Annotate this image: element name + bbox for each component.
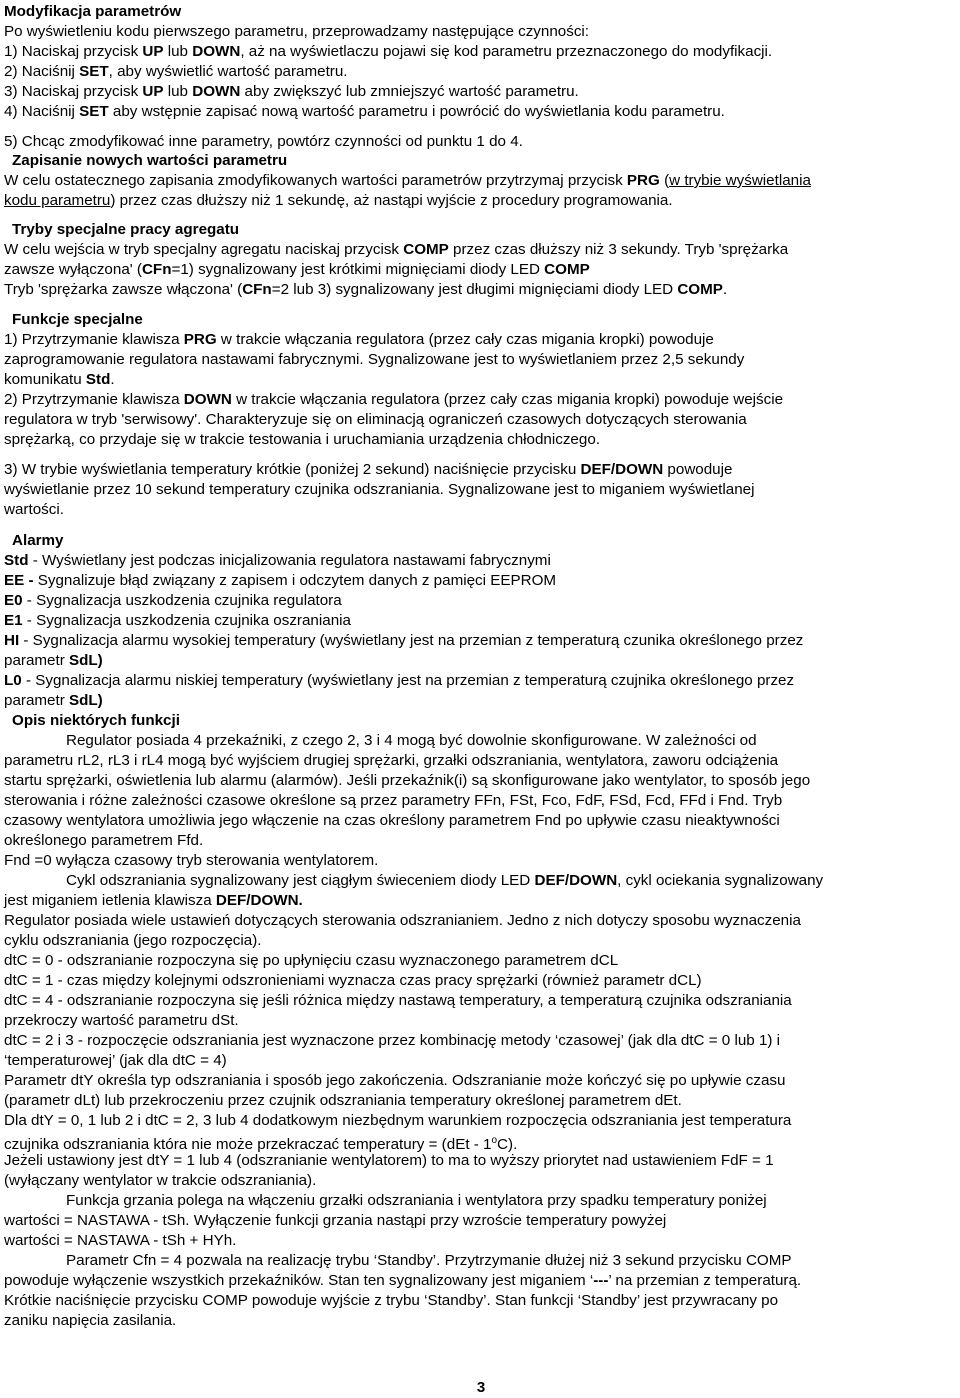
paragraph-line: powoduje wyłączenie wszystkich przekaźników. Stan ten sygnalizowany jest miganiem ‘---’ na przemian z temperaturą. <box>4 1272 802 1289</box>
paragraph-line: Tryb 'sprężarka zawsze włączona' (CFn=2 lub 3) sygnalizowany jest długimi mignięciami diody LED COMP. <box>4 281 728 298</box>
paragraph-line: ‘temperaturowej’ (jak dla dtC = 4) <box>4 1052 227 1069</box>
page-number: 3 <box>476 1379 486 1396</box>
paragraph-line: czujnika odszraniania która nie może przekraczać temperatury = (dEt - 1$^o$C). <box>4 1135 518 1154</box>
alarm-hi: HI - Sygnalizacja alarmu wysokiej temperatury (wyświetlany jest na przemian z temperaturą czunika określonego przez <box>4 632 804 649</box>
paragraph-line: Funkcja grzania polega na włączeniu grzałki odszraniania i wentylatora przy spadku temperatury poniżej <box>66 1192 767 1209</box>
paragraph-line: startu sprężarki, oświetlenia lub alarmu (alarmów). Jeśli przekaźnik(i) są skonfigurowane jako wentylator, to sposób jego <box>4 772 811 789</box>
paragraph-line: dtC = 4 - odszranianie rozpoczyna się jeśli różnica między nastawą temperatury, a temperaturą czujnika odszraniania <box>4 992 792 1009</box>
section-title-save: Zapisanie nowych wartości parametru <box>12 152 288 169</box>
paragraph-line: Parametr Cfn = 4 pozwala na realizację trybu ‘Standby’. Przytrzymanie dłużej niż 3 sekund przycisku COMP <box>66 1252 792 1269</box>
paragraph-line: przekroczy wartość parametru dSt. <box>4 1012 239 1029</box>
paragraph-line: wartości = NASTAWA - tSh + HYh. <box>4 1232 237 1249</box>
paragraph-line: Dla dtY = 0, 1 lub 2 i dtC = 2, 3 lub 4 dodatkowym niezbędnym warunkiem rozpoczęcia odszraniania jest temperatura <box>4 1112 792 1129</box>
section-title-special-functions: Funkcje specjalne <box>12 311 143 328</box>
alarm-l0-cont: parametr SdL) <box>4 692 103 709</box>
alarm-std: Std - Wyświetlany jest podczas inicjalizowania regulatora nastawami fabrycznymi <box>4 552 551 569</box>
paragraph-line: 3) W trybie wyświetlania temperatury krótkie (poniżej 2 sekund) naciśnięcie przycisku DEF/DOWN powoduje <box>4 461 733 478</box>
paragraph-line: (wyłączany wentylator w trakcie odszraniania). <box>4 1172 317 1189</box>
paragraph-line: parametru rL2, rL3 i rL4 mogą być wyjściem drugiej sprężarki, grzałki odszraniania, wentylatora, zaworu odciążenia <box>4 752 779 769</box>
paragraph-line: 1) Przytrzymanie klawisza PRG w trakcie włączania regulatora (przez cały czas migania kropki) powoduje <box>4 331 714 348</box>
paragraph-line: komunikatu Std. <box>4 371 115 388</box>
paragraph-line: (parametr dLt) lub przekroczeniu przez czujnik odszraniania temperatury określonej parametrem dEt. <box>4 1092 682 1109</box>
paragraph-line: cyklu odszraniania (jego rozpoczęcia). <box>4 932 262 949</box>
paragraph-line: Krótkie naciśnięcie przycisku COMP powoduje wyjście z trybu ‘Standby’. Stan funkcji ‘Standby’ jest przywracany po <box>4 1292 779 1309</box>
paragraph-line: kodu parametru) przez czas dłuższy niż 1 sekundę, aż nastąpi wyjście z procedury programowania. <box>4 192 673 209</box>
paragraph-line: wartości. <box>4 501 64 518</box>
paragraph-line: W celu ostatecznego zapisania zmodyfikowanych wartości parametrów przytrzymaj przycisk PRG (w trybie wyświetlania <box>4 172 811 189</box>
paragraph-line: sprężarką, co przydaje się w trakcie testowania i uruchamiania urządzenia chłodniczego. <box>4 431 600 448</box>
paragraph-line: Jeżeli ustawiony jest dtY = 1 lub 4 (odszranianie wentylatorem) to ma to wyższy priorytet nad ustawieniem FdF = 1 <box>4 1152 774 1169</box>
paragraph-line: 2) Przytrzymanie klawisza DOWN w trakcie włączania regulatora (przez cały czas migania kropki) powoduje wejście <box>4 391 784 408</box>
alarm-l0: L0 - Sygnalizacja alarmu niskiej temperatury (wyświetlany jest na przemian z temperaturą czujnika określonego przez <box>4 672 795 689</box>
step-4: 4) Naciśnij SET aby wstępnie zapisać nową wartość parametru i powrócić do wyświetlania kodu parametru. <box>4 103 725 120</box>
paragraph-line: zaprogramowanie regulatora nastawami fabrycznymi. Sygnalizowane jest to wyświetlaniem przez 2,5 sekundy <box>4 351 745 368</box>
paragraph-line: Regulator posiada wiele ustawień dotyczących sterowania odszranianiem. Jedno z nich dotyczy sposobu wyznaczenia <box>4 912 801 929</box>
paragraph-line: dtC = 0 - odszranianie rozpoczyna się po upłynięciu czasu wyznaczonego parametrem dCL <box>4 952 619 969</box>
paragraph-line: Cykl odszraniania sygnalizowany jest ciągłym świeceniem diody LED DEF/DOWN, cykl ociekania sygnalizowany <box>66 872 824 889</box>
paragraph-line: dtC = 2 i 3 - rozpoczęcie odszraniania jest wyznaczone przez kombinację metody ‘czasowej’ (jak dla dtC = 0 lub 1) i <box>4 1032 781 1049</box>
step-1: 1) Naciskaj przycisk UP lub DOWN, aż na wyświetlaczu pojawi się kod parametru przeznaczonego do modyfikacji. <box>4 43 773 60</box>
paragraph-line: Parametr dtY określa typ odszraniania i sposób jego zakończenia. Odszranianie może kończyć się po upływie czasu <box>4 1072 786 1089</box>
paragraph-line: W celu wejścia w tryb specjalny agregatu naciskaj przycisk COMP przez czas dłuższy niż 3 sekundy. Tryb 'sprężarka <box>4 241 789 258</box>
alarm-e0: E0 - Sygnalizacja uszkodzenia czujnika regulatora <box>4 592 342 609</box>
alarm-e1: E1 - Sygnalizacja uszkodzenia czujnika oszraniania <box>4 612 351 629</box>
paragraph-line: dtC = 1 - czas między kolejnymi odszronieniami wyznacza czas pracy sprężarki (również parametr dCL) <box>4 972 702 989</box>
paragraph-line: jest miganiem ietlenia klawisza DEF/DOWN. <box>4 892 303 909</box>
paragraph-line: regulatora w tryb 'serwisowy'. Charakteryzuje się on eliminacją ograniczeń czasowych dotyczących sterowania <box>4 411 747 428</box>
section-title-special-modes: Tryby specjalne pracy agregatu <box>12 221 240 238</box>
alarm-hi-cont: parametr SdL) <box>4 652 103 669</box>
paragraph-line: zaniku napięcia zasilania. <box>4 1312 177 1329</box>
paragraph-line: określonego parametrem Ffd. <box>4 832 204 849</box>
step-3: 3) Naciskaj przycisk UP lub DOWN aby zwiększyć lub zmniejszyć wartość parametru. <box>4 83 579 100</box>
alarm-ee: EE - Sygnalizuje błąd związany z zapisem i odczytem danych z pamięci EEPROM <box>4 572 557 589</box>
paragraph-line: Po wyświetleniu kodu pierwszego parametru, przeprowadzamy następujące czynności: <box>4 23 590 40</box>
paragraph-line: czasowy wentylatora umożliwia jego włączenie na czas określony parametrem Fnd po upływie czasu nieaktywności <box>4 812 780 829</box>
section-title-functions: Opis niektórych funkcji <box>12 712 180 729</box>
paragraph-line: zawsze wyłączona' (CFn=1) sygnalizowany jest krótkimi mignięciami diody LED COMP <box>4 261 590 278</box>
step-5: 5) Chcąc zmodyfikować inne parametry, powtórz czynności od punktu 1 do 4. <box>4 133 523 150</box>
paragraph-line: Regulator posiada 4 przekaźniki, z czego 2, 3 i 4 mogą być dowolnie skonfigurowane. W zależności od <box>66 732 757 749</box>
section-title-modification: Modyfikacja parametrów <box>4 3 182 20</box>
paragraph-line: Fnd =0 wyłącza czasowy tryb sterowania wentylatorem. <box>4 852 379 869</box>
section-title-alarms: Alarmy <box>12 532 64 549</box>
step-2: 2) Naciśnij SET, aby wyświetlić wartość parametru. <box>4 63 348 80</box>
paragraph-line: wartości = NASTAWA - tSh. Wyłączenie funkcji grzania nastąpi przy wzroście temperatury powyżej <box>4 1212 667 1229</box>
paragraph-line: sterowania i różne zależności czasowe określone są przez parametry FFn, FSt, Fco, FdF, FSd, Fcd, FFd i Fnd. Tryb <box>4 792 783 809</box>
paragraph-line: wyświetlanie przez 10 sekund temperatury czujnika odszraniania. Sygnalizowane jest to miganiem wyświetlanej <box>4 481 755 498</box>
